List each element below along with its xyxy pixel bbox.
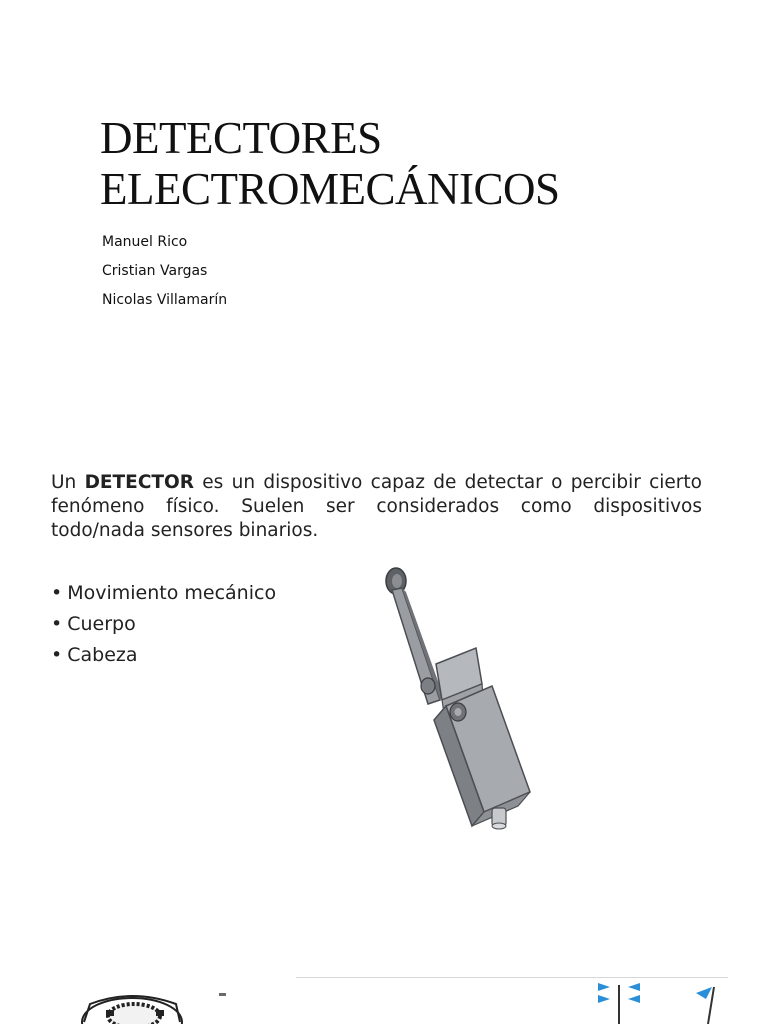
intro-paragraph xyxy=(51,471,702,543)
bullet-text: Cabeza xyxy=(67,644,138,666)
bullet-text: Movimiento mecánico xyxy=(67,582,277,604)
sensor-signal-image xyxy=(592,975,722,1024)
intro-term: DETECTOR xyxy=(84,472,194,493)
author-name: Cristian Vargas xyxy=(102,263,208,279)
title-line-2: ELECTROMECÁNICOS xyxy=(100,164,560,214)
author-name: Manuel Rico xyxy=(102,234,188,250)
intro-prefix: Un xyxy=(51,472,85,493)
bullet-dot-icon: • xyxy=(51,582,63,604)
bullet-dot-icon: • xyxy=(51,644,63,666)
bullet-item xyxy=(51,640,283,671)
page-title xyxy=(100,113,560,215)
bullet-item xyxy=(51,578,283,609)
bullet-item xyxy=(51,609,283,640)
limit-switch-image xyxy=(370,560,550,845)
author-name: Nicolas Villamarín xyxy=(102,292,228,308)
round-sensor-image xyxy=(76,992,186,1024)
title-line-1: DETECTORES xyxy=(100,113,382,163)
author-list xyxy=(102,228,227,315)
bullet-dot-icon: • xyxy=(51,613,63,635)
intro-body: es un dispositivo capaz de detectar o percibir cierto fenómeno físico. Suelen ser considerados como dispositivos todo/nada sensores binarios. xyxy=(51,472,702,541)
bullet-list xyxy=(51,578,283,671)
bullet-text: Cuerpo xyxy=(67,613,136,635)
decorative-dot-icon xyxy=(219,993,226,996)
